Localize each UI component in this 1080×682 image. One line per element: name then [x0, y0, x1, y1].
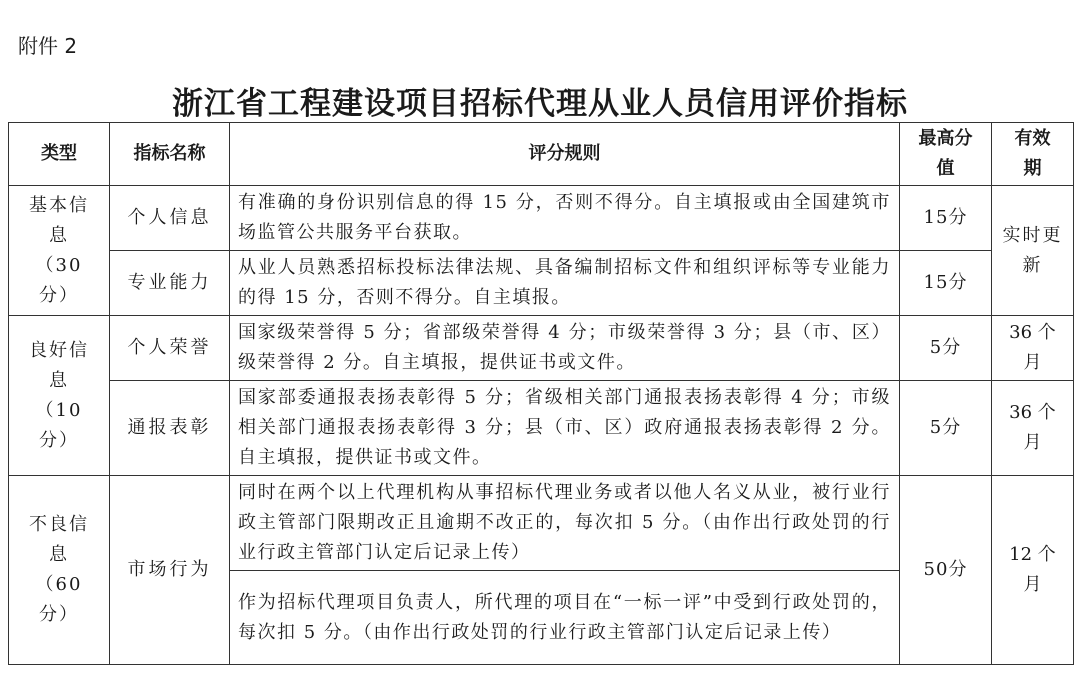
scoring-rule: 作为招标代理项目负责人，所代理的项目在“一标一评”中受到行政处罚的，每次扣 5 分。（由作出行政处罚的行业行政主管部门认定后记录上传） — [230, 571, 900, 665]
table-row — [9, 476, 1074, 571]
validity-basic: 实时更新 — [992, 186, 1074, 316]
header-max: 最高分值 — [900, 123, 992, 186]
document-title: 浙江省工程建设项目招标代理从业人员信用评价指标 — [172, 86, 908, 122]
header-rule: 评分规则 — [230, 123, 900, 186]
validity: 36 个月 — [992, 316, 1074, 381]
scoring-rule: 国家部委通报表扬表彰得 5 分；省级相关部门通报表扬表彰得 4 分；市级相关部门通报表扬表彰得 3 分；县（市、区）政府通报表扬表彰得 2 分。自主填报，提供证书或文件。 — [230, 381, 900, 476]
indicator-name: 专业能力 — [110, 251, 230, 316]
validity: 12 个月 — [992, 476, 1074, 665]
type-bad: 不良信息（60分） — [9, 476, 110, 665]
table-row — [9, 186, 1074, 251]
max-score: 50分 — [900, 476, 992, 665]
header-validity: 有效期 — [992, 123, 1074, 186]
type-basic: 基本信息（30分） — [9, 186, 110, 316]
indicator-name: 个人信息 — [110, 186, 230, 251]
credit-evaluation-table — [8, 122, 1074, 665]
type-good: 良好信息（10分） — [9, 316, 110, 476]
indicator-name: 个人荣誉 — [110, 316, 230, 381]
max-score: 15分 — [900, 186, 992, 251]
attachment-label: 附件 2 — [18, 34, 78, 58]
table-header-row — [9, 123, 1074, 186]
scoring-rule: 从业人员熟悉招标投标法律法规、具备编制招标文件和组织评标等专业能力的得 15 分，否则不得分。自主填报。 — [230, 251, 900, 316]
scoring-rule: 国家级荣誉得 5 分；省部级荣誉得 4 分；市级荣誉得 3 分；县（市、区）级荣誉得 2 分。自主填报，提供证书或文件。 — [230, 316, 900, 381]
header-name: 指标名称 — [110, 123, 230, 186]
header-type: 类型 — [9, 123, 110, 186]
indicator-name: 通报表彰 — [110, 381, 230, 476]
max-score: 5分 — [900, 381, 992, 476]
indicator-name: 市场行为 — [110, 476, 230, 665]
table-row — [9, 316, 1074, 381]
scoring-rule: 有准确的身份识别信息的得 15 分，否则不得分。自主填报或由全国建筑市场监管公共服务平台获取。 — [230, 186, 900, 251]
max-score: 15分 — [900, 251, 992, 316]
validity: 36 个月 — [992, 381, 1074, 476]
max-score: 5分 — [900, 316, 992, 381]
scoring-rule: 同时在两个以上代理机构从事招标代理业务或者以他人名义从业，被行业行政主管部门限期改正且逾期不改正的，每次扣 5 分。（由作出行政处罚的行业行政主管部门认定后记录上传） — [230, 476, 900, 571]
table-row — [9, 381, 1074, 476]
table-row — [9, 251, 1074, 316]
